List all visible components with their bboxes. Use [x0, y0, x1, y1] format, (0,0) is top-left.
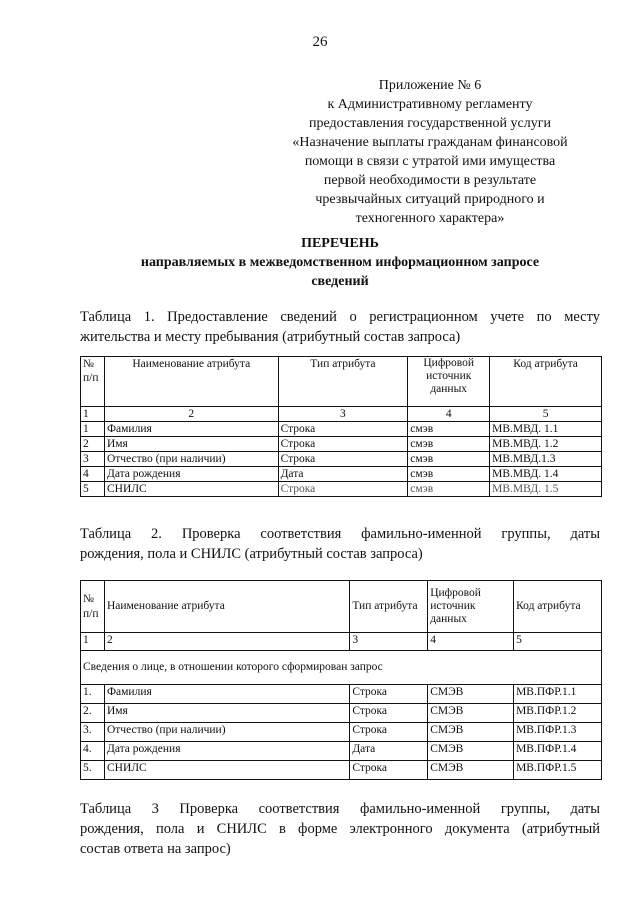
table-row: [81, 467, 602, 482]
appendix-line: к Административному регламенту: [327, 97, 533, 112]
table2-caption: [80, 524, 600, 564]
table2-col-number: 2: [104, 633, 349, 651]
table3-caption-line2: рождения, пола и СНИЛС в форме электронного документа (атрибутный: [80, 821, 600, 837]
cell-code: МВ.МВД. 1.1: [490, 422, 602, 437]
cell-type: Строка: [350, 685, 428, 704]
table1-header-row: [81, 357, 602, 407]
cell-number: 3.: [81, 723, 105, 742]
cell-number: 2: [81, 437, 105, 452]
cell-code: МВ.МВД. 1.4: [490, 467, 602, 482]
table2-col-number: 1: [81, 633, 105, 651]
cell-code: МВ.ПФР.1.1: [514, 685, 602, 704]
table3-caption: [80, 799, 600, 859]
cell-source: смэв: [408, 467, 490, 482]
table-row: [81, 422, 602, 437]
page-number: 26: [312, 34, 328, 50]
cell-attribute: Фамилия: [104, 422, 278, 437]
cell-number: 2.: [81, 704, 105, 723]
table2-caption-line2: рождения, пола и СНИЛС (атрибутный состав запроса): [80, 546, 423, 562]
cell-type: Строка: [350, 723, 428, 742]
cell-source: смэв: [408, 437, 490, 452]
appendix-line: техногенного характера»: [355, 211, 505, 226]
cell-number: 4.: [81, 742, 105, 761]
table2-section-title: Сведения о лице, в отношении которого сформирован запрос: [81, 651, 602, 685]
cell-source: СМЭВ: [428, 704, 514, 723]
cell-source: СМЭВ: [428, 761, 514, 780]
cell-type: Строка: [278, 437, 408, 452]
table1-number-row: [81, 407, 602, 422]
table-row: [81, 704, 602, 723]
table2-col-number: 4: [428, 633, 514, 651]
cell-code: МВ.ПФР.1.4: [514, 742, 602, 761]
cell-attribute: Отчество (при наличии): [104, 723, 349, 742]
table2-header-type: Тип атрибута: [350, 581, 428, 633]
table2-section-row: [81, 651, 602, 685]
cell-number: 4: [81, 467, 105, 482]
table-row: [81, 482, 602, 497]
table2-header-number: № п/п: [81, 581, 105, 633]
table1-col-number: 4: [408, 407, 490, 422]
appendix-header: [250, 76, 610, 228]
cell-number: 1.: [81, 685, 105, 704]
table2-header-row: [81, 581, 602, 633]
cell-attribute: СНИЛС: [104, 482, 278, 497]
cell-code: МВ.МВД.1.3: [490, 452, 602, 467]
table-row: [81, 723, 602, 742]
cell-source: СМЭВ: [428, 742, 514, 761]
cell-attribute: Имя: [104, 704, 349, 723]
cell-source: смэв: [408, 452, 490, 467]
cell-number: 5.: [81, 761, 105, 780]
cell-code: МВ.ПФР.1.5: [514, 761, 602, 780]
list-heading: [60, 234, 620, 291]
table1-header-name: Наименование атрибута: [104, 357, 278, 407]
table2-col-number: 3: [350, 633, 428, 651]
cell-attribute: Дата рождения: [104, 742, 349, 761]
table1-col-number: 3: [278, 407, 408, 422]
table1: [80, 356, 602, 497]
cell-type: Дата: [278, 467, 408, 482]
cell-type: Дата: [350, 742, 428, 761]
cell-number: 1: [81, 422, 105, 437]
table2-col-number: 5: [514, 633, 602, 651]
cell-code: МВ.МВД. 1.5: [490, 482, 602, 497]
table3-caption-line3: состав ответа на запрос): [80, 841, 231, 857]
cell-attribute: Отчество (при наличии): [104, 452, 278, 467]
list-subtitle-end: сведений: [311, 274, 369, 289]
appendix-line: помощи в связи с утратой ими имущества: [304, 154, 556, 169]
table1-caption: [80, 307, 600, 347]
list-subtitle: направляемых в межведомственном информационном запросе: [140, 255, 540, 270]
appendix-line: предоставления государственной услуги: [309, 116, 551, 131]
table1-col-number: 2: [104, 407, 278, 422]
appendix-line: Приложение № 6: [378, 78, 482, 93]
table2: [80, 580, 602, 780]
table3-caption-line1: Таблица 3 Проверка соответствия фамильно-именной группы, даты: [80, 801, 600, 817]
cell-source: смэв: [408, 482, 490, 497]
cell-code: МВ.ПФР.1.3: [514, 723, 602, 742]
table1-header-number: № п/п: [81, 357, 105, 407]
list-title: ПЕРЕЧЕНЬ: [301, 236, 379, 251]
cell-number: 3: [81, 452, 105, 467]
cell-type: Строка: [278, 452, 408, 467]
table1-header-code: Код атрибута: [490, 357, 602, 407]
table1-header-source: Цифровой источник данных: [408, 357, 490, 407]
cell-type: Строка: [278, 482, 408, 497]
cell-source: СМЭВ: [428, 723, 514, 742]
cell-code: МВ.МВД. 1.2: [490, 437, 602, 452]
table1-caption-line1: Таблица 1. Предоставление сведений о регистрационном учете по месту: [80, 309, 600, 325]
table-row: [81, 437, 602, 452]
table1-header-type: Тип атрибута: [278, 357, 408, 407]
cell-number: 5: [81, 482, 105, 497]
appendix-line: «Назначение выплаты гражданам финансовой: [292, 135, 568, 150]
table1-col-number: 1: [81, 407, 105, 422]
table2-header-code: Код атрибута: [514, 581, 602, 633]
cell-source: СМЭВ: [428, 685, 514, 704]
cell-attribute: Фамилия: [104, 685, 349, 704]
cell-type: Строка: [278, 422, 408, 437]
cell-code: МВ.ПФР.1.2: [514, 704, 602, 723]
cell-source: смэв: [408, 422, 490, 437]
table-row: [81, 452, 602, 467]
appendix-line: первой необходимости в результате: [323, 173, 537, 188]
table1-col-number: 5: [490, 407, 602, 422]
table2-header-source: Цифровой источник данных: [428, 581, 514, 633]
table-row: [81, 685, 602, 704]
table-row: [81, 761, 602, 780]
cell-type: Строка: [350, 761, 428, 780]
cell-type: Строка: [350, 704, 428, 723]
table2-caption-line1: Таблица 2. Проверка соответствия фамильно-именной группы, даты: [80, 526, 600, 542]
cell-attribute: Имя: [104, 437, 278, 452]
table2-number-row: [81, 633, 602, 651]
cell-attribute: СНИЛС: [104, 761, 349, 780]
table1-caption-line2: жительства и месту пребывания (атрибутный состав запроса): [80, 329, 461, 345]
table-row: [81, 742, 602, 761]
cell-attribute: Дата рождения: [104, 467, 278, 482]
table2-header-name: Наименование атрибута: [104, 581, 349, 633]
appendix-line: чрезвычайных ситуаций природного и: [315, 192, 545, 207]
